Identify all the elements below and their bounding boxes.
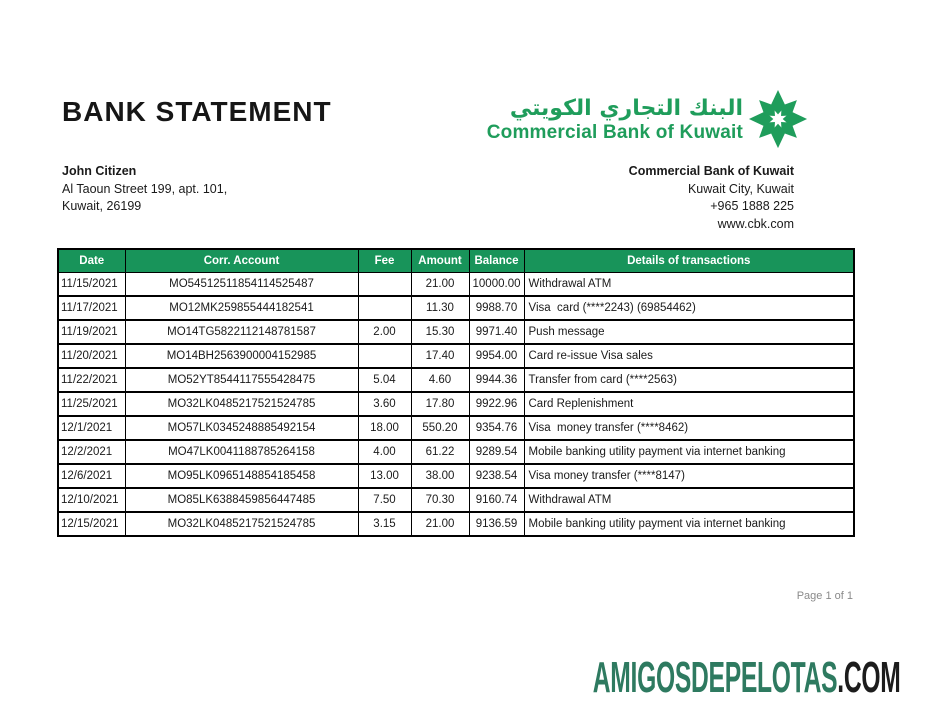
table-header-row (58, 249, 854, 272)
cell-date: 12/1/2021 (58, 416, 125, 440)
bank-phone: +965 1888 225 (710, 199, 794, 213)
cell-fee: 7.50 (358, 488, 411, 512)
cell-amount: 17.80 (411, 392, 469, 416)
cell-account: MO54512511854114525487 (125, 272, 358, 296)
table-row (58, 440, 854, 464)
cell-balance: 10000.00 (469, 272, 524, 296)
cell-fee (358, 296, 411, 320)
cell-fee: 5.04 (358, 368, 411, 392)
page-number-label: Page 1 of 1 (796, 590, 853, 602)
table-row (58, 416, 854, 440)
bank-address-block (594, 163, 794, 233)
table-row (58, 320, 854, 344)
customer-name: John Citizen (62, 164, 137, 178)
cell-details: Visa money transfer (****8462) (524, 416, 854, 440)
cell-details: Visa card (****2243) (69854462) (524, 296, 854, 320)
watermark-tld: .COM (836, 653, 900, 702)
cell-details: Withdrawal ATM (524, 272, 854, 296)
cell-fee: 18.00 (358, 416, 411, 440)
cell-account: MO14BH2563900004152985 (125, 344, 358, 368)
cell-amount: 17.40 (411, 344, 469, 368)
cell-date: 12/10/2021 (58, 488, 125, 512)
cell-amount: 4.60 (411, 368, 469, 392)
cell-balance: 9971.40 (469, 320, 524, 344)
cell-account: MO57LK0345248885492154 (125, 416, 358, 440)
cell-details: Withdrawal ATM (524, 488, 854, 512)
cell-fee: 3.15 (358, 512, 411, 536)
cell-details: Transfer from card (****2563) (524, 368, 854, 392)
cell-amount: 70.30 (411, 488, 469, 512)
bank-website: www.cbk.com (717, 216, 794, 231)
bank-name: Commercial Bank of Kuwait (628, 164, 794, 178)
bank-logo (440, 88, 808, 150)
cell-date: 12/15/2021 (58, 512, 125, 536)
table-row (58, 464, 854, 488)
cell-account: MO12MK259855444182541 (125, 296, 358, 320)
customer-address-line2: Kuwait, 26199 (62, 199, 142, 213)
cell-fee (358, 272, 411, 296)
cell-details: Mobile banking utility payment via internet banking (524, 512, 854, 536)
customer-address-block (62, 163, 227, 216)
cell-details: Card Replenishment (524, 392, 854, 416)
cell-fee: 2.00 (358, 320, 411, 344)
cell-fee: 4.00 (358, 440, 411, 464)
transactions-table (57, 248, 855, 537)
column-header-date: Date (58, 249, 125, 272)
page-title: BANK STATEMENT (62, 96, 332, 127)
column-header-corr-account: Corr. Account (125, 249, 358, 272)
cbk-rosette-star-icon (748, 89, 808, 149)
cell-account: MO47LK0041188785264158 (125, 440, 358, 464)
cell-date: 11/15/2021 (58, 272, 125, 296)
table-row (58, 512, 854, 536)
cell-account: MO85LK6388459856447485 (125, 488, 358, 512)
cell-account: MO95LK0965148854185458 (125, 464, 358, 488)
bank-logo-text (487, 96, 743, 143)
cell-date: 11/25/2021 (58, 392, 125, 416)
cell-date: 12/2/2021 (58, 440, 125, 464)
bank-logo-arabic-name: البنك التجاري الكويتي (509, 95, 743, 121)
cell-balance: 9136.59 (469, 512, 524, 536)
cell-balance: 9354.76 (469, 416, 524, 440)
cell-account: MO32LK0485217521524785 (125, 512, 358, 536)
bank-city: Kuwait City, Kuwait (687, 181, 794, 196)
cell-balance: 9988.70 (469, 296, 524, 320)
column-header-details: Details of transactions (524, 249, 854, 272)
table-row (58, 392, 854, 416)
cell-date: 12/6/2021 (58, 464, 125, 488)
cell-amount: 15.30 (411, 320, 469, 344)
cell-details: Card re-issue Visa sales (524, 344, 854, 368)
table-row (58, 272, 854, 296)
cell-date: 11/19/2021 (58, 320, 125, 344)
cell-details: Visa money transfer (****8147) (524, 464, 854, 488)
cell-fee: 3.60 (358, 392, 411, 416)
table-row (58, 344, 854, 368)
cell-balance: 9944.36 (469, 368, 524, 392)
cell-date: 11/17/2021 (58, 296, 125, 320)
cell-account: MO32LK0485217521524785 (125, 392, 358, 416)
column-header-fee: Fee (358, 249, 411, 272)
cell-amount: 550.20 (411, 416, 469, 440)
table-row (58, 296, 854, 320)
cell-amount: 21.00 (411, 272, 469, 296)
customer-address-line1: Al Taoun Street 199, apt. 101, (62, 181, 228, 196)
cell-balance: 9954.00 (469, 344, 524, 368)
cell-fee: 13.00 (358, 464, 411, 488)
cell-fee (358, 344, 411, 368)
cell-balance: 9922.96 (469, 392, 524, 416)
column-header-balance: Balance (469, 249, 524, 272)
cell-account: MO52YT8544117555428475 (125, 368, 358, 392)
transactions-table-body (58, 272, 854, 536)
cell-account: MO14TG5822112148781587 (125, 320, 358, 344)
cell-amount: 21.00 (411, 512, 469, 536)
watermark-brand (592, 653, 900, 702)
cell-date: 11/20/2021 (58, 344, 125, 368)
bank-logo-english-name: Commercial Bank of Kuwait (486, 121, 743, 143)
watermark-name: AMIGOSDEPELOTAS (592, 653, 837, 702)
cell-details: Push message (524, 320, 854, 344)
cell-date: 11/22/2021 (58, 368, 125, 392)
cell-balance: 9238.54 (469, 464, 524, 488)
cell-amount: 61.22 (411, 440, 469, 464)
column-header-amount: Amount (411, 249, 469, 272)
table-row (58, 368, 854, 392)
cell-amount: 38.00 (411, 464, 469, 488)
cell-balance: 9289.54 (469, 440, 524, 464)
cell-amount: 11.30 (411, 296, 469, 320)
table-row (58, 488, 854, 512)
cell-details: Mobile banking utility payment via internet banking (524, 440, 854, 464)
cell-balance: 9160.74 (469, 488, 524, 512)
